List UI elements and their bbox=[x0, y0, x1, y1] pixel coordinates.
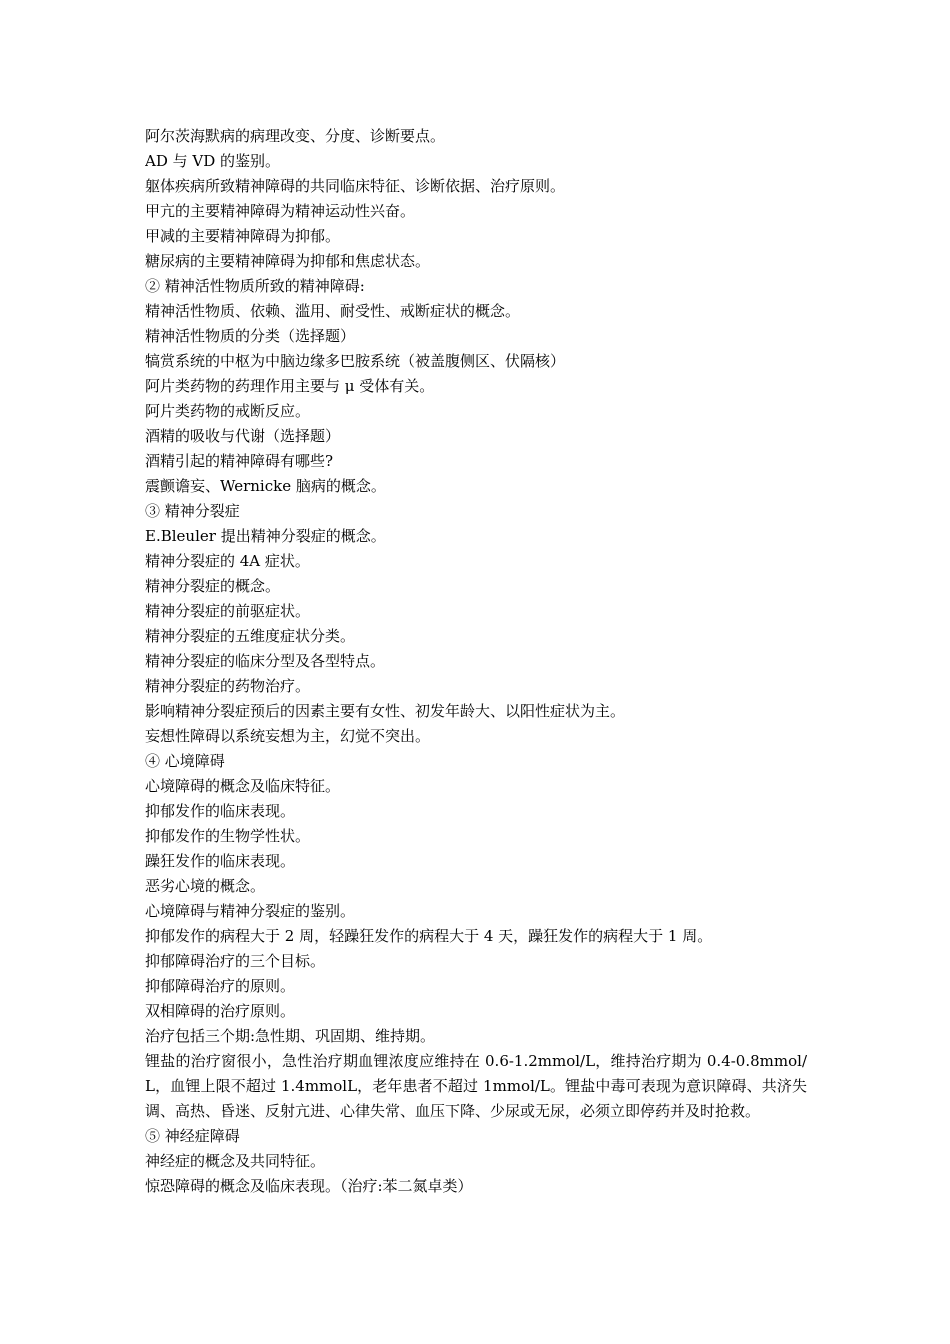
text-line: 甲减的主要精神障碍为抑郁。 bbox=[145, 227, 341, 245]
section-heading: ② 精神活性物质所致的精神障碍: bbox=[145, 277, 365, 295]
text-line: 抑郁发作的生物学性状。 bbox=[145, 827, 311, 845]
text-line: 恶劣心境的概念。 bbox=[145, 877, 266, 895]
text-line: 精神分裂症的前驱症状。 bbox=[145, 602, 311, 620]
text-line: AD 与 VD 的鉴别。 bbox=[145, 152, 281, 170]
text-line: 酒精引起的精神障碍有哪些? bbox=[145, 452, 334, 470]
text-line: 糖尿病的主要精神障碍为抑郁和焦虑状态。 bbox=[145, 252, 431, 270]
text-line: 阿片类药物的药理作用主要与 μ 受体有关。 bbox=[145, 377, 435, 395]
text-line: 抑郁发作的病程大于 2 周，轻躁狂发作的病程大于 4 天，躁狂发作的病程大于 1 周。 bbox=[145, 927, 713, 945]
section-heading: ③ 精神分裂症 bbox=[145, 502, 240, 520]
section-heading: ④ 心境障碍 bbox=[145, 752, 225, 770]
text-line: 精神分裂症的五维度症状分类。 bbox=[145, 627, 356, 645]
text-line: 心境障碍与精神分裂症的鉴别。 bbox=[145, 902, 356, 920]
text-line: 酒精的吸收与代谢（选择题） bbox=[145, 427, 341, 445]
text-line: 精神活性物质的分类（选择题） bbox=[145, 327, 356, 345]
text-line: E.Bleuler 提出精神分裂症的概念。 bbox=[145, 527, 386, 545]
text-line: 犒赏系统的中枢为中脑边缘多巴胺系统（被盖腹侧区、伏隔核） bbox=[145, 352, 566, 370]
text-line: 精神分裂症的概念。 bbox=[145, 577, 281, 595]
text-line: 精神分裂症的 4A 症状。 bbox=[145, 552, 310, 570]
text-line: 抑郁发作的临床表现。 bbox=[145, 802, 296, 820]
text-line: 甲亢的主要精神障碍为精神运动性兴奋。 bbox=[145, 202, 416, 220]
text-line: 影响精神分裂症预后的因素主要有女性、初发年龄大、以阳性症状为主。 bbox=[145, 702, 626, 720]
text-line: 阿尔茨海默病的病理改变、分度、诊断要点。 bbox=[145, 127, 446, 145]
text-line: 躁狂发作的临床表现。 bbox=[145, 852, 296, 870]
text-line: 震颤谵妄、Wernicke 脑病的概念。 bbox=[145, 477, 386, 495]
text-line: 躯体疾病所致精神障碍的共同临床特征、诊断依据、治疗原则。 bbox=[145, 177, 566, 195]
text-line: 精神分裂症的临床分型及各型特点。 bbox=[145, 652, 386, 670]
text-line: 心境障碍的概念及临床特征。 bbox=[145, 777, 341, 795]
text-line: 妄想性障碍以系统妄想为主，幻觉不突出。 bbox=[145, 727, 431, 745]
text-line: 阿片类药物的戒断反应。 bbox=[145, 402, 311, 420]
text-line: 治疗包括三个期:急性期、巩固期、维持期。 bbox=[145, 1027, 436, 1045]
document-body bbox=[145, 124, 807, 1199]
lithium-paragraph: 锂盐的治疗窗很小，急性治疗期血锂浓度应维持在 0.6-1.2mmol/L，维持治疗期为 0.4-0.8mmol/L，血锂上限不超过 1.4mmolL，老年患者不超过 1mmol/L。锂盐中毒可表现为意识障碍、共济失调、高热、昏迷、反射亢进、心律失常、血压下降、少尿或无尿，必须立即停药并及时抢救。 bbox=[145, 1052, 807, 1120]
text-line: 神经症的概念及共同特征。 bbox=[145, 1152, 326, 1170]
text-line: 精神活性物质、依赖、滥用、耐受性、戒断症状的概念。 bbox=[145, 302, 521, 320]
text-line: 双相障碍的治疗原则。 bbox=[145, 1002, 296, 1020]
text-line: 抑郁障碍治疗的三个目标。 bbox=[145, 952, 326, 970]
text-line: 抑郁障碍治疗的原则。 bbox=[145, 977, 296, 995]
section-heading: ⑤ 神经症障碍 bbox=[145, 1127, 240, 1145]
text-line: 惊恐障碍的概念及临床表现。（治疗:苯二氮卓类） bbox=[145, 1177, 473, 1195]
text-line: 精神分裂症的药物治疗。 bbox=[145, 677, 311, 695]
